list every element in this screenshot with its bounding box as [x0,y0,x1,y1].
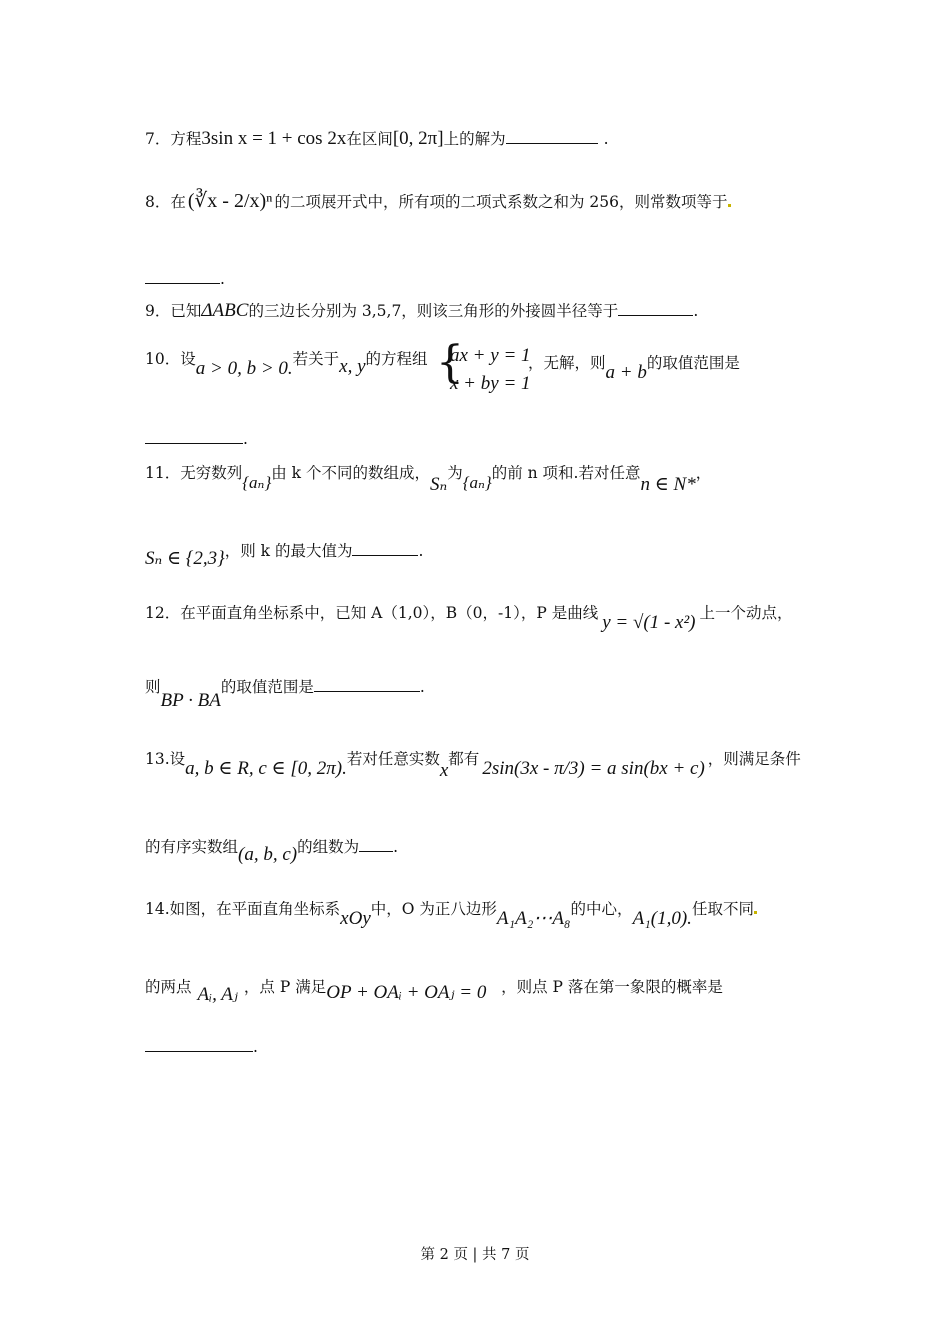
answer-blank [145,1037,253,1052]
sequence: {aₙ} [242,473,272,492]
problem-10-answer: . [145,428,248,450]
points: Aᵢ, Aⱼ [197,984,238,1005]
condition: a, b ∈ R, c ∈ [0, 2π). [185,758,347,779]
condition: a > 0, b > 0. [195,358,293,379]
variable: x [439,760,449,781]
marker-dot [728,204,731,207]
dot-product: BP · BA [160,690,221,711]
problem-11: 11．无穷数列{aₙ}由 k 个不同的数组成，Sₙ为{aₙ}的前 n 项和.若对任意n ∈ N*， [145,464,712,495]
variables: x, y [339,356,366,377]
sum-expr: a + b [605,362,647,383]
problem-10-cont: ，无解，则a + b的取值范围是 [528,354,740,383]
vector-equation: OP + OAᵢ + OAⱼ = 0⃗ [326,982,502,1003]
left-brace: { [436,337,464,388]
problem-14-cont: 的两点 Aᵢ, Aⱼ ，点 P 满足OP + OAᵢ + OAⱼ = 0⃗，则点 P 落在第一象限的概率是 [145,978,723,1005]
binomial-expression: (∛x - 2/x)ⁿ [187,190,273,212]
answer-blank [506,129,598,144]
problem-10: 10．设a > 0, b > 0.若关于x, y的方程组 [145,350,428,379]
page-footer: 第 2 页 | 共 7 页 [420,1247,530,1263]
point-a1: A₁(1,0). [632,908,692,929]
answer-blank [359,837,393,852]
coordinate-system: xOy [340,908,371,929]
tuple: (a, b, c) [238,844,298,865]
partial-sum: Sₙ [430,474,448,495]
equation: 3sin x = 1 + cos 2x [201,128,347,149]
trig-equation: 2sin(3x - π/3) = a sin(bx + c) [482,758,705,779]
problem-8-answer: . [145,268,225,290]
answer-blank [314,677,420,692]
problem-9: 9．已知ΔABC的三边长分别为 3,5,7，则该三角形的外接圆半径等于 . [145,300,699,321]
sequence: {aₙ} [462,473,492,492]
answer-blank [352,541,418,556]
octagon: A₁A₂⋯A₈ [496,908,571,929]
curve: y = √(1 - x²) [602,612,696,633]
problem-13-cont: 的有序实数组(a, b, c)的组数为 . [145,838,399,865]
problem-13: 13.设a, b ∈ R, c ∈ [0, 2π).若对任意实数x都有 2sin(3x - π/3) = a sin(bx + c) ，则满足条件 [145,750,801,781]
problem-12: 12．在平面直角坐标系中，已知 A（1,0），B（0，-1），P 是曲线 y = √(1 - x²) 上一个动点， [145,604,793,633]
interval: [0, 2π] [392,128,444,149]
set-condition: Sₙ ∈ {2,3} [145,548,225,569]
problem-14: 14.如图，在平面直角坐标系xOy中，O 为正八边形A₁A₂⋯A₈的中心，A₁(1,0).任取不同 [145,898,757,920]
marker-dot [754,911,757,914]
problem-8: 8．在 (∛x - 2/x)ⁿ 的二项展开式中，所有项的二项式系数之和为 256，则常数项等于 [145,190,731,213]
problem-14-answer: . [145,1036,258,1058]
problem-12-cont: 则BP · BA的取值范围是 . [145,678,425,711]
problem-11-cont: Sₙ ∈ {2,3}，则 k 的最大值为 . [145,542,424,569]
triangle: ΔABC [201,300,249,321]
problem-7: 7．方程3sin x = 1 + cos 2x在区间[0, 2π]上的解为 . [145,128,609,149]
answer-blank [145,429,243,444]
answer-blank [618,301,693,316]
answer-blank [145,269,220,284]
condition: n ∈ N* [640,474,696,495]
